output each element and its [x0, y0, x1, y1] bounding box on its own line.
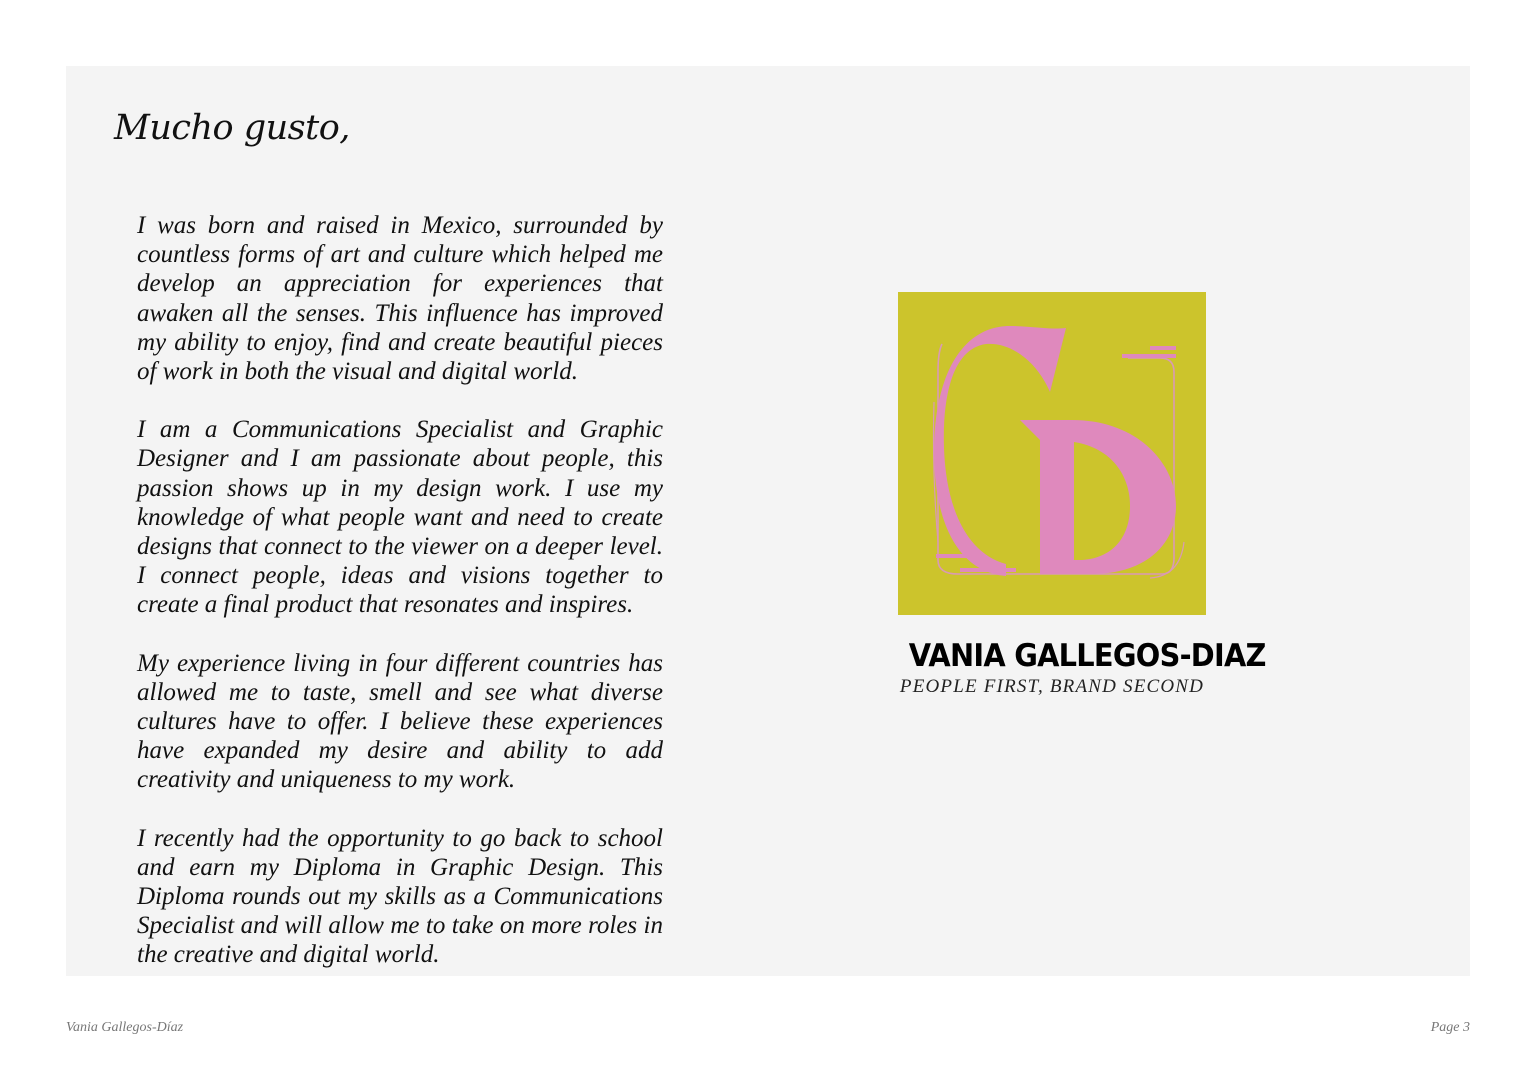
- paragraph: I was born and raised in Mexico, surrounded by countless forms of art and culture which helped me develop an appreciation for experiences that awaken all the senses. This influence has improved my ability to enjoy, find and create beautiful pieces of work in both the visual and digital world.: [137, 212, 663, 386]
- content-panel: [66, 66, 1470, 976]
- brand-tagline: PEOPLE FIRST, BRAND SECOND: [899, 676, 1205, 697]
- footer-page-number: Page 3: [1430, 1020, 1470, 1035]
- gd-monogram-logo: [898, 292, 1206, 615]
- about-text: [137, 211, 663, 999]
- paragraph: My experience living in four different countries has allowed me to taste, smell and see what diverse cultures have to offer. I believe these experiences have expanded my desire and ability to add creativity and uniqueness to my work.: [137, 649, 663, 794]
- brand-name: VANIA GALLEGOS-DIAZ: [908, 638, 1266, 674]
- footer-author: Vania Gallegos-Díaz: [66, 1020, 184, 1035]
- paragraph: I am a Communications Specialist and Graphic Designer and I am passionate about people, this passion shows up in my design work. I use my knowledge of what people want and need to create designs that connect to the viewer on a deeper level. I connect people, ideas and visions together to create a final product that resonates and inspires.: [137, 416, 663, 619]
- greeting-heading: Mucho gusto,: [114, 108, 350, 148]
- paragraph: I recently had the opportunity to go back to school and earn my Diploma in Graphic Design. This Diploma rounds out my skills as a Communications Specialist and will allow me to take on more roles in the creative and digital world.: [137, 824, 663, 969]
